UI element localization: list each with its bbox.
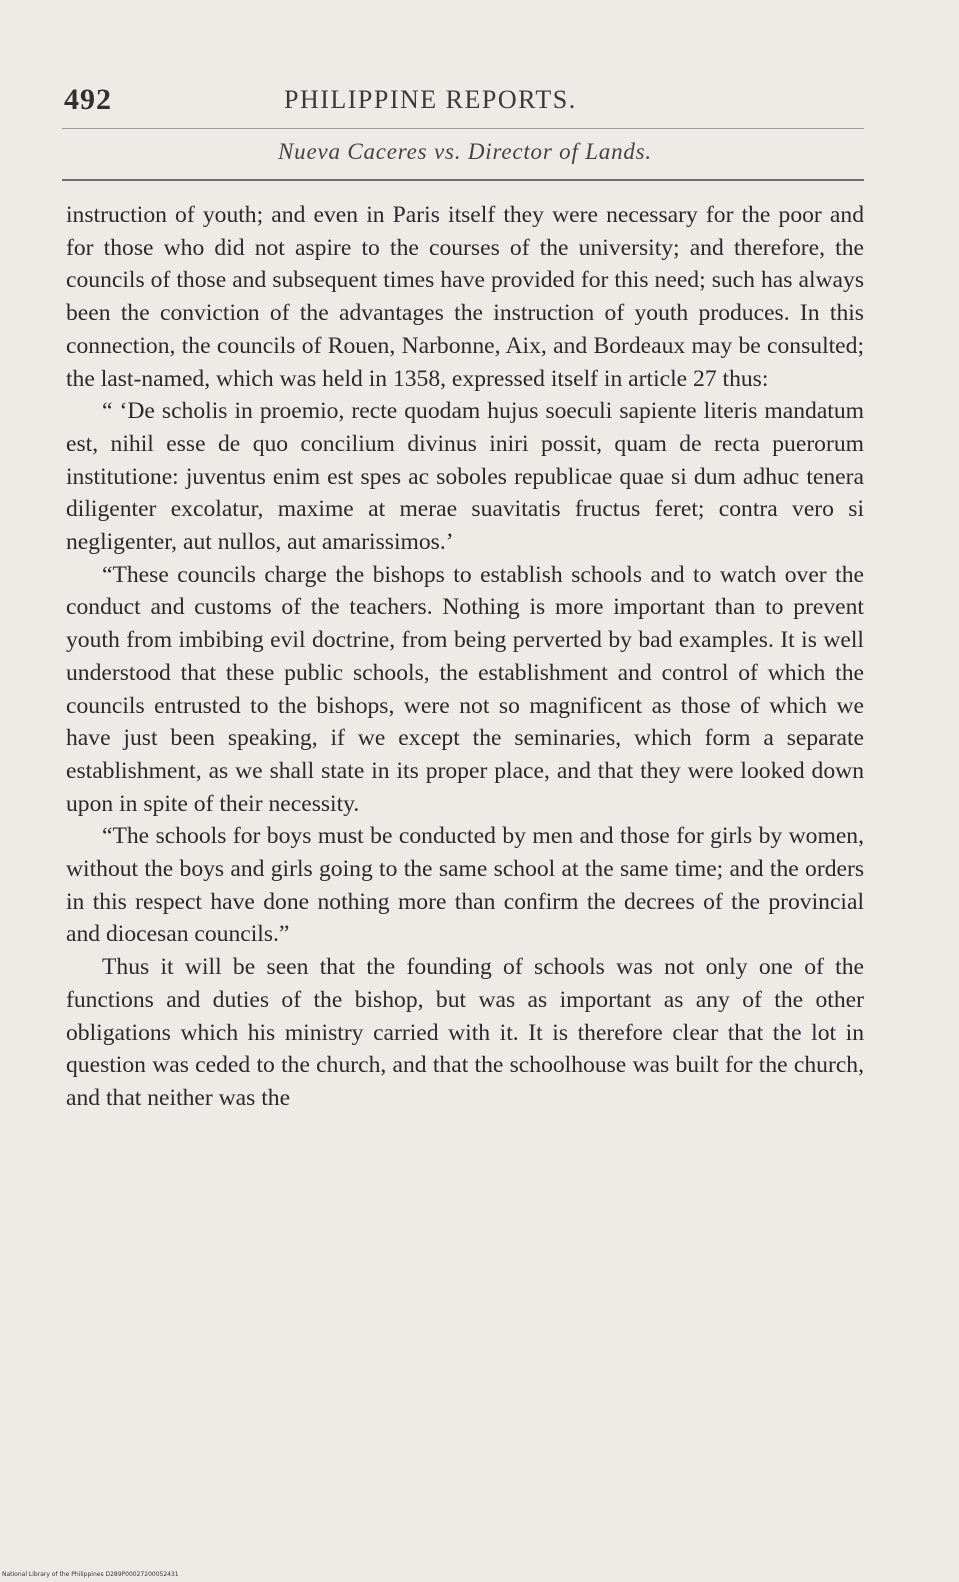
body-text: [66, 199, 864, 1115]
header-rule-bottom: [62, 179, 864, 181]
paragraph: “The schools for boys must be conducted by men and those for girls by women, without the boys and girls going to the same school at the same time; and the orders in this respect have done nothing more than confirm the decrees of the provincial and diocesan councils.”: [66, 823, 864, 948]
scan-credit: National Library of the Philippines D289P00027200052431: [2, 1571, 179, 1578]
case-title: Nueva Caceres vs. Director of Lands.: [278, 139, 652, 164]
page-number: 492: [64, 83, 112, 116]
latin-quotation: “ ‘De scholis in proemio, recte quodam hujus soeculi sapiente literis mandatum est, nihil esse de quo concilium divinus iniri possit, quam de recta puerorum institutione: juventus enim est spes ac soboles republicae quae si dum adhuc tenera diligenter excolatur, maxime at merae suavitatis fructus feret; contra vero si negligenter, aut nullos, aut amarissimos.’: [66, 398, 864, 556]
paragraph-continued: instruction of youth; and even in Paris itself they were necessary for the poor and for those who did not aspire to the courses of the university; and therefore, the councils of those and subsequent times have provided for this need; such has always been the conviction of the advantages the instruction of youth produces. In this connection, the councils of Rouen, Narbonne, Aix, and Bordeaux may be consulted; the last-named, which was held in 1358, expressed itself in article 27 thus:: [66, 202, 864, 392]
running-title: PHILIPPINE REPORTS.: [284, 85, 577, 114]
page-header: [60, 83, 870, 123]
paragraph: Thus it will be seen that the founding of schools was not only one of the functions and duties of the bishop, but was as important as any of the other obligations which his ministry carried with it. It is therefore clear that the lot in question was ceded to the church, and that the schoolhouse was built for the church, and that neither was the: [66, 954, 864, 1111]
paragraph: “These councils charge the bishops to establish schools and to watch over the conduct and customs of the teachers. Nothing is more important than to prevent youth from imbibing evil doctrine, from being perverted by bad examples. It is well understood that these public schools, the establishment and control of which the councils entrusted to the bishops, were not so magnificent as those of which we have just been speaking, if we except the seminaries, which form a separate establishment, as we shall state in its proper place, and that they were looked down upon in spite of their necessity.: [66, 561, 864, 817]
header-rule-top: [62, 128, 864, 129]
